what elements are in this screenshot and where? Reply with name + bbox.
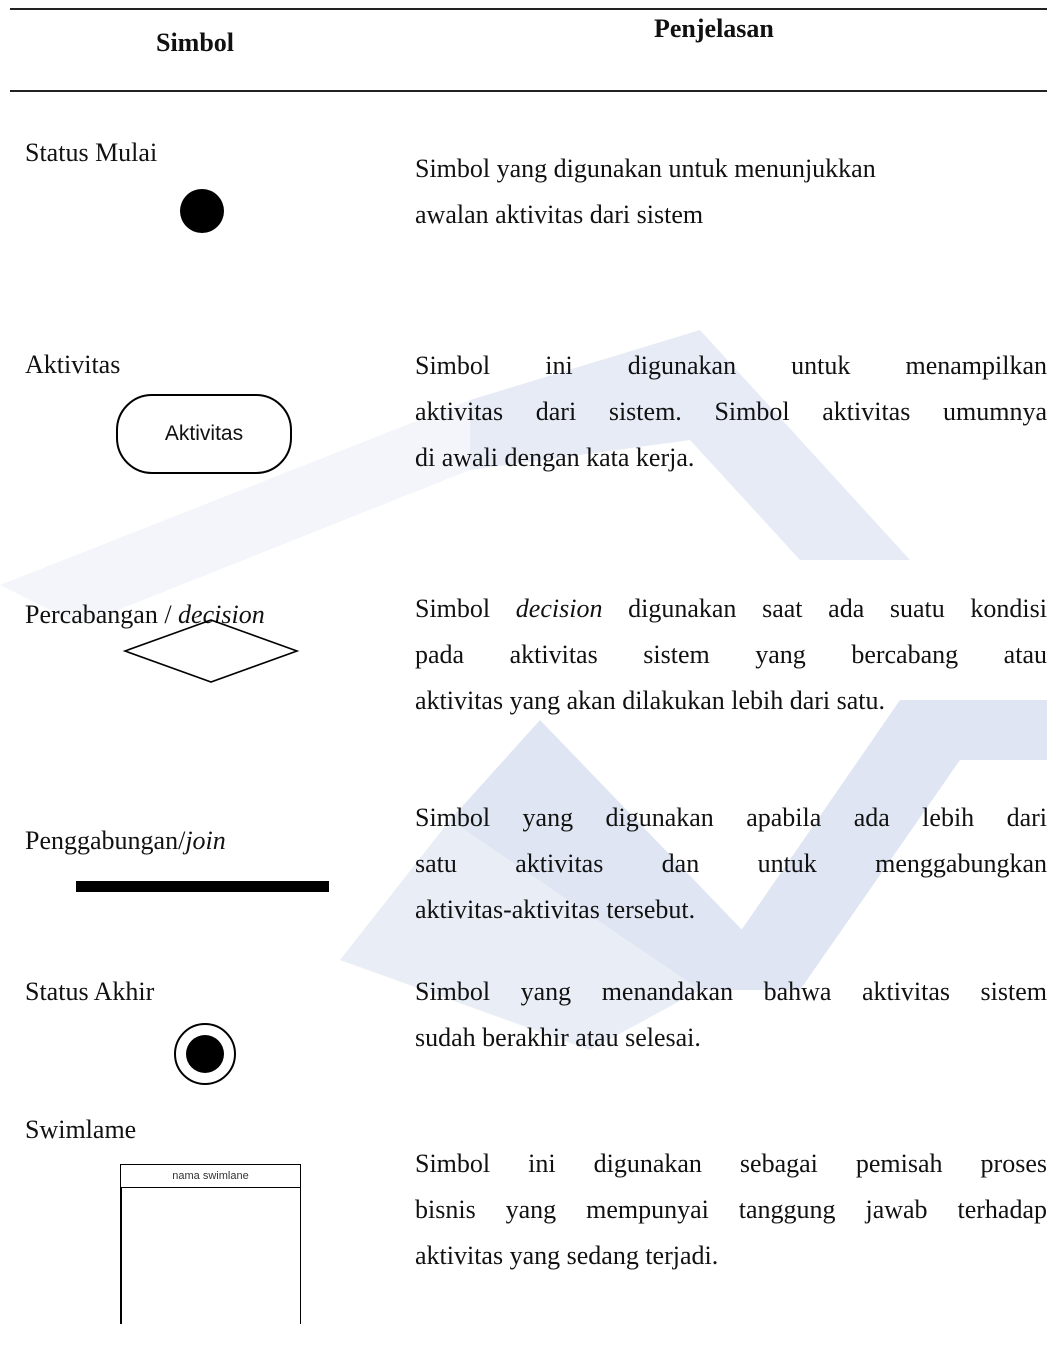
swimlane-left-border (120, 1187, 122, 1324)
label-text: Penggabungan/ (25, 826, 186, 855)
description-line: Simbol ini digunakan sebagai pemisah proses (415, 1149, 1047, 1178)
description-line: Simbol ini digunakan untuk menampilkan (415, 351, 1047, 380)
description-line: Simbol yang digunakan untuk menunjukkan (415, 154, 876, 183)
description-line: Simbol yang digunakan apabila ada lebih dari (415, 803, 1047, 832)
end-node-icon (173, 1022, 237, 1086)
description-percabangan (415, 586, 1047, 724)
label-text: Percabangan / (25, 600, 179, 629)
header-bottom-rule (10, 90, 1047, 92)
description-line: bisnis yang mempunyai tanggung jawab terhadap (415, 1195, 1047, 1224)
header-top-rule (10, 8, 1047, 10)
description-line: pada aktivitas sistem yang bercabang atau (415, 640, 1047, 669)
description-line: aktivitas yang sedang terjadi. (415, 1241, 719, 1270)
label-penggabungan (25, 826, 226, 856)
label-status-mulai: Status Mulai (25, 138, 158, 167)
swimlane-box-outline (120, 1164, 301, 1188)
description-line: sudah berakhir atau selesai. (415, 1023, 701, 1052)
swimlane-right-border (300, 1187, 302, 1324)
label-swimlane: Swimlame (25, 1115, 137, 1144)
swimlane-icon (120, 1164, 301, 1324)
description-text: Simbol (415, 594, 516, 623)
label-italic: join (185, 826, 226, 855)
description-line: di awali dengan kata kerja. (415, 443, 695, 472)
description-swimlane (415, 1141, 1047, 1279)
join-bar-icon (76, 881, 329, 892)
description-status-mulai (415, 146, 1047, 238)
description-line (415, 586, 1047, 632)
activity-shape-icon (116, 394, 292, 474)
description-line: awalan aktivitas dari sistem (415, 200, 704, 229)
label-aktivitas: Aktivitas (25, 350, 121, 379)
label-italic: decision (178, 600, 265, 629)
header-symbol: Simbol (156, 28, 235, 57)
description-line: aktivitas dari sistem. Simbol aktivitas umumnya (415, 397, 1047, 426)
decision-diamond-icon (122, 618, 300, 684)
description-text: digunakan saat ada suatu kondisi (602, 594, 1047, 623)
description-aktivitas (415, 343, 1047, 481)
description-line: satu aktivitas dan untuk menggabungkan (415, 849, 1047, 878)
header-explanation: Penjelasan (654, 14, 774, 43)
description-penggabungan (415, 795, 1047, 933)
description-italic: decision (515, 594, 603, 623)
description-line: Simbol yang menandakan bahwa aktivitas sistem (415, 977, 1047, 1006)
label-status-akhir: Status Akhir (25, 977, 155, 1006)
activity-shape-text: Aktivitas (164, 422, 244, 445)
start-node-icon (178, 187, 226, 235)
description-status-akhir (415, 969, 1047, 1061)
description-line: aktivitas yang akan dilakukan lebih dari satu. (415, 686, 886, 715)
swimlane-title: nama swimlane (172, 1170, 249, 1182)
description-line: aktivitas-aktivitas tersebut. (415, 895, 696, 924)
